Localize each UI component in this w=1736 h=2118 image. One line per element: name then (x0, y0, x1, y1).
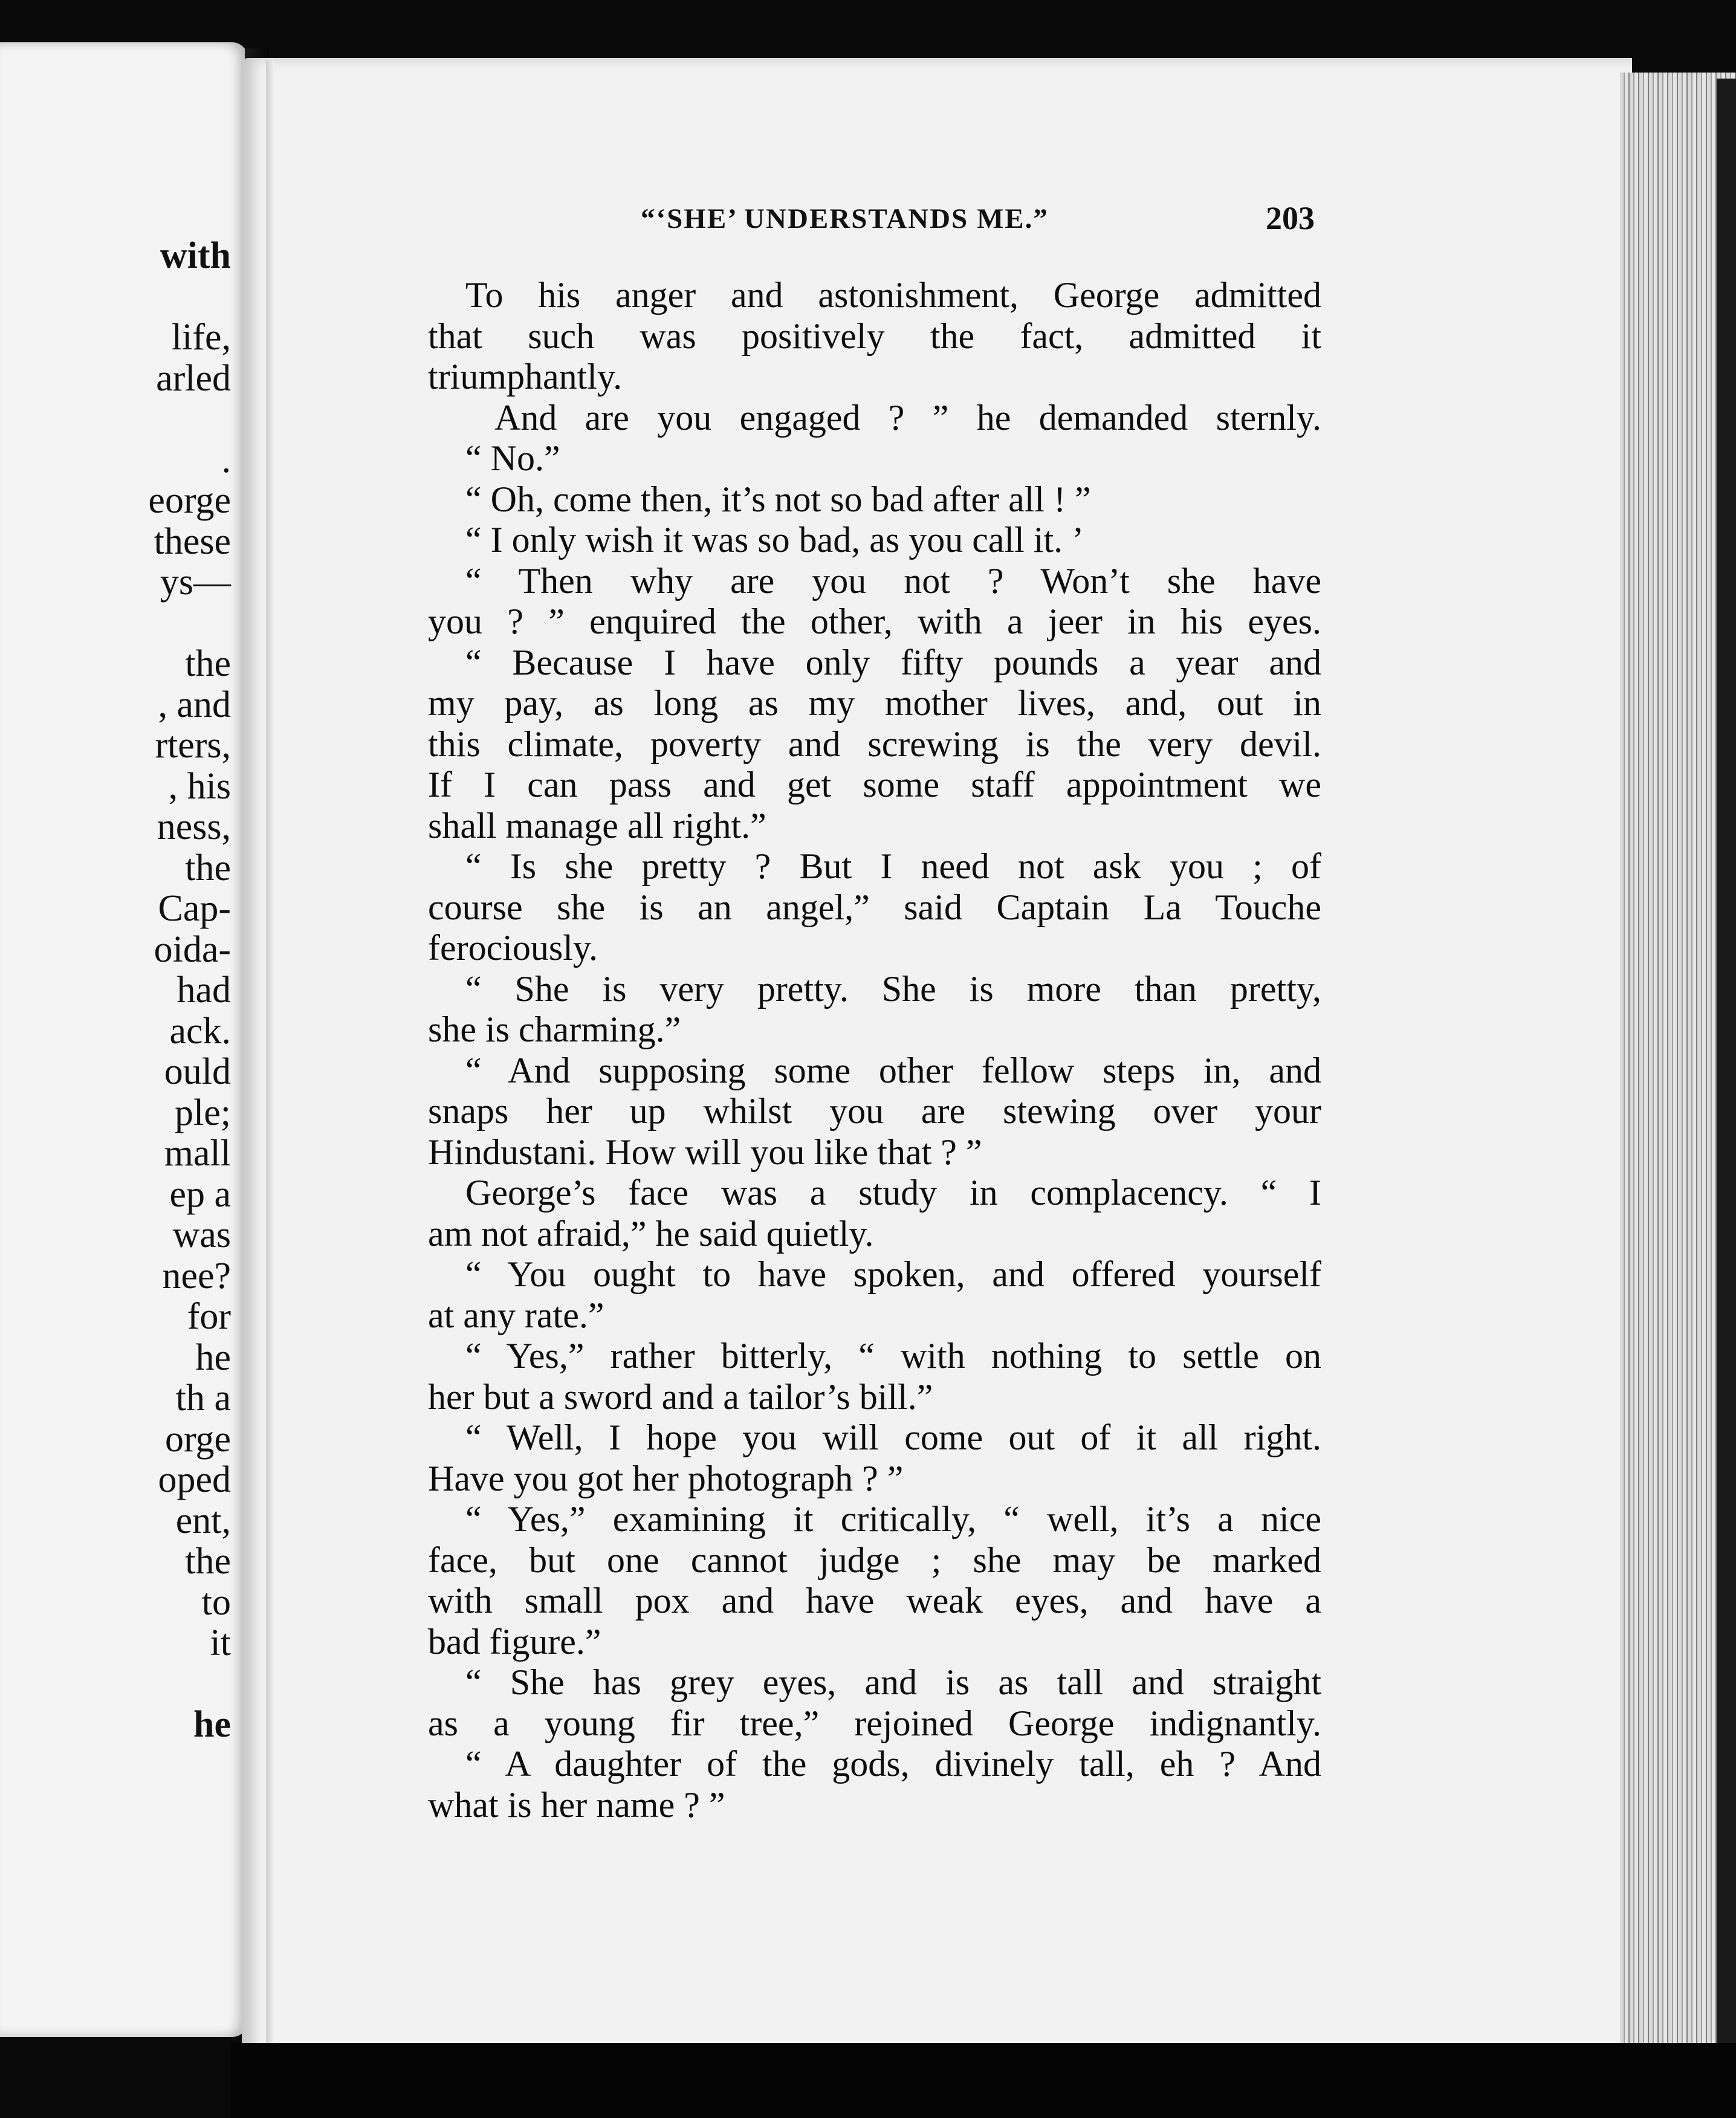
facing-page-fragment: these (154, 520, 231, 562)
text-line: Have you got her photograph ? ” (428, 1458, 904, 1498)
facing-page-fragment: ple; (175, 1092, 231, 1133)
page-bottom-shadow (230, 2043, 1736, 2118)
text-line: “ You ought to have spoken, and offered yourself (465, 1254, 1321, 1294)
facing-page-fragment: for (187, 1296, 231, 1337)
text-line: “ She has grey eyes, and is as tall and straight (465, 1662, 1321, 1702)
text-line: what is her name ? ” (428, 1784, 725, 1825)
facing-page-fragment: the (185, 643, 231, 684)
text-line: snaps her up whilst you are stewing over your (428, 1091, 1321, 1131)
text-line: “ And supposing some other fellow steps in, and (465, 1050, 1321, 1090)
facing-page-fragment: the (185, 1541, 231, 1582)
text-line: “ Then why are you not ? Won’t she have (465, 560, 1321, 601)
facing-page-fragment: , and (158, 684, 231, 725)
text-line: George’s face was a study in complacency. “ I (465, 1173, 1321, 1213)
facing-page-fragment: ould (164, 1051, 231, 1092)
text-line: “ Because I have only fifty pounds a year and (465, 642, 1321, 682)
facing-page-fragment: the (185, 847, 231, 889)
running-header: “‘SHE’ UNDERSTANDS ME.” (641, 203, 1049, 235)
text-line: shall manage all right.” (428, 805, 766, 846)
text-line: my pay, as long as my mother lives, and, out in (428, 683, 1321, 723)
text-line: “ Yes,” rather bitterly, “ with nothing to settle on (465, 1336, 1321, 1376)
facing-page-fragment: ep a (169, 1173, 231, 1215)
text-line: And are you engaged ? ” he demanded sternly. (494, 397, 1321, 438)
facing-page-fragment: nee? (162, 1255, 231, 1297)
text-line: “ No.” (465, 438, 560, 478)
facing-page-fragment: had (177, 970, 231, 1011)
facing-page-fragment: oped (158, 1459, 231, 1500)
facing-page-fragment: ness, (157, 806, 231, 847)
text-line: am not afraid,” he said quietly. (428, 1213, 874, 1254)
facing-page-fragment: mall (164, 1133, 231, 1174)
facing-page-fragment: arled (156, 357, 231, 399)
facing-page-fragment: he (195, 1336, 231, 1378)
facing-page-fragment: . (221, 439, 231, 481)
text-line: you ? ” enquired the other, with a jeer in his eyes. (428, 601, 1321, 641)
facing-page-fragment: to (201, 1581, 231, 1623)
facing-page-fragment: orge (164, 1418, 231, 1460)
text-line: bad figure.” (428, 1621, 601, 1662)
text-line: “ Oh, come then, it’s not so bad after all ! ” (465, 479, 1091, 519)
text-line: If I can pass and get some staff appointment we (428, 765, 1321, 805)
facing-page-fragment: eorge (148, 480, 231, 521)
facing-page-fragment: rters, (155, 725, 231, 766)
text-line: her but a sword and a tailor’s bill.” (428, 1376, 933, 1417)
facing-page-fragment: , his (168, 765, 231, 807)
facing-page-fragment: ent, (175, 1500, 231, 1541)
text-line: that such was positively the fact, admitted it (428, 316, 1321, 356)
book-cover-edge (1717, 79, 1736, 2091)
text-line: face, but one cannot judge ; she may be marked (428, 1540, 1321, 1580)
facing-page-left (0, 42, 248, 2037)
body-text (428, 275, 1321, 1825)
text-line: this climate, poverty and screwing is the very devil. (428, 724, 1321, 764)
text-line: “ Is she pretty ? But I need not ask you ; of (465, 846, 1321, 886)
text-line: “ Yes,” examining it critically, “ well, it’s a nice (465, 1499, 1321, 1539)
facing-page-fragment: he (193, 1704, 231, 1745)
facing-page-fragment: life, (171, 317, 231, 358)
facing-page-fragment: ys— (160, 562, 231, 603)
facing-page-fragment: Cap- (158, 888, 231, 929)
text-line: with small pox and have weak eyes, and have a (428, 1581, 1321, 1621)
text-line: she is charming.” (428, 1009, 681, 1049)
facing-page-fragment: with (160, 235, 231, 276)
facing-page-fragment: ack. (169, 1010, 231, 1052)
facing-page-fragment: was (172, 1214, 231, 1255)
page-number: 203 (1266, 200, 1315, 236)
text-line: Hindustani. How will you like that ? ” (428, 1132, 982, 1172)
facing-page-fragment: th a (175, 1378, 231, 1419)
facing-page-fragment: oida- (154, 928, 231, 970)
text-line: “ I only wish it was so bad, as you call it. ’ (465, 520, 1084, 560)
text-line: as a young fir tree,” rejoined George indignantly. (428, 1703, 1321, 1743)
text-line: “ Well, I hope you will come out of it all right. (465, 1417, 1321, 1457)
text-line: “ She is very pretty. She is more than pretty, (465, 968, 1321, 1009)
text-line: at any rate.” (428, 1295, 604, 1335)
text-line: “ A daughter of the gods, divinely tall, eh ? And (465, 1744, 1321, 1784)
text-line: course she is an angel,” said Captain La Touche (428, 887, 1321, 927)
facing-page-fragment: it (210, 1622, 231, 1663)
text-line: triumphantly. (428, 357, 623, 397)
page-inner-edge (266, 60, 274, 2055)
text-line: ferociously. (428, 928, 598, 968)
text-line: To his anger and astonishment, George admitted (465, 275, 1321, 315)
